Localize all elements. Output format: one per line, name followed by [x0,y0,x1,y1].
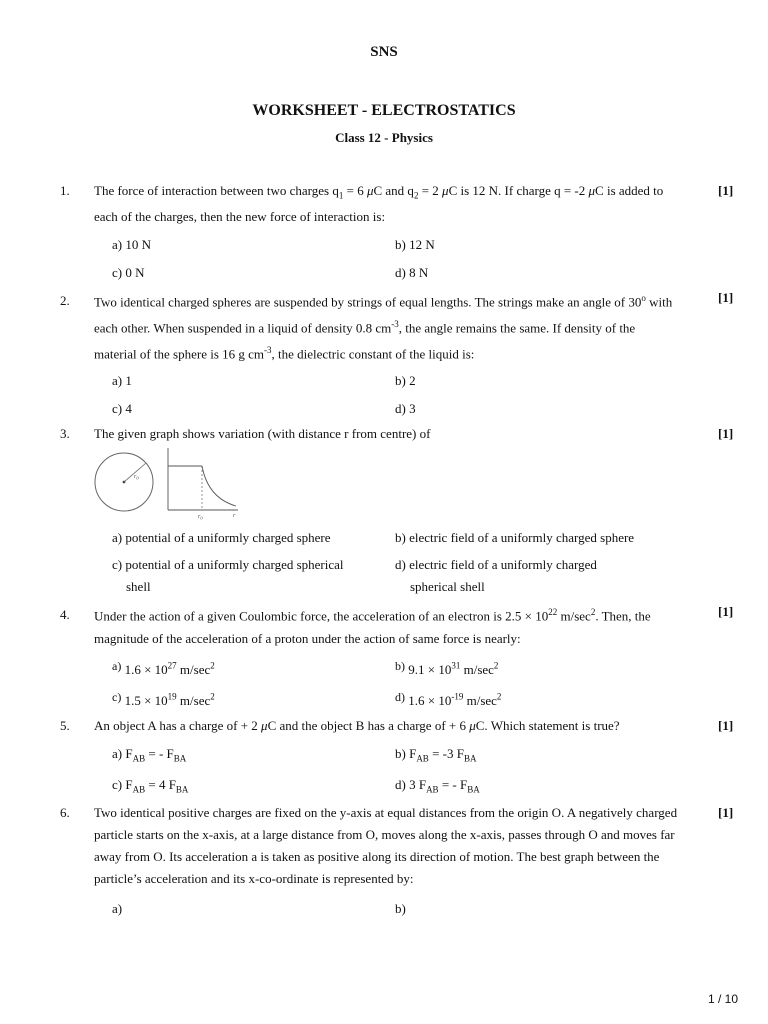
question-number: 2. [60,293,70,308]
option-c-continued: shell [126,579,151,594]
option-b: b) 2 [395,373,416,388]
option-a: a) $F_{AB}$ = - $F_{BA}$ [112,746,187,764]
question-number: 6. [60,805,70,820]
question-text-line: away from O. Its acceleration a is taken as positive along its direction of motion. The best graph between the [94,849,660,864]
question-text-line: Under the action of a given Coulombic force, the acceleration of an electron is $2.5 \times 10^{22}$ $m/\sec^2$. Then, the [94,607,651,624]
question-text-line: An object A has a charge of + 2 μC and the object B has a charge of + 6 μC. Which statement is true? [94,718,620,733]
option-c: c) $F_{AB} = 4$ $F_{BA}$ [112,777,189,795]
option-b: b) electric field of a uniformly charged sphere [395,530,635,545]
graph-decay-curve [202,466,236,506]
option-a: a) potential of a uniformly charged sphere [112,530,331,545]
option-d-continued: spherical shell [410,579,485,594]
question-text-line: Two identical charged spheres are suspended by strings of equal lengths. The strings make an angle of 30$^o$ with [94,293,673,310]
question-text-line: particle’s acceleration and its x-co-ordinate is represented by: [94,871,414,886]
option-d: d) 3 [395,401,416,416]
question-number: 5. [60,718,70,733]
question-mark: [1] [718,183,734,198]
question-text-line: The given graph shows variation (with distance r from centre) of [94,426,431,441]
question-text-line: particle starts on the x-axis, at a large distance from O, moves along the x-axis, passes through O and moves far [94,827,675,842]
question-mark: [1] [718,426,734,441]
option-d: d) electric field of a uniformly charged [395,557,597,572]
option-c: c) 0 N [112,265,145,280]
question-text-line: material of the sphere is 16 g $cm^{-3}$, the dielectric constant of the liquid is: [94,345,475,362]
sphere-graph-figure [94,444,242,520]
option-c: $^{c)}$ $1.5 \times 10^{19}$ $m/\sec^2$ [112,690,215,708]
option-d: $^{d)}$ $1.6 \times 10^{-19}$ $m/\sec^2$ [395,690,502,708]
radius-label: $r_0$ [134,474,139,481]
worksheet-subtitle: Class 12 - Physics [335,130,433,145]
axis-r0-label: $r_0$ [198,514,203,520]
question-mark: [1] [718,290,734,305]
axis-r-label: r [233,513,236,519]
option-b: b) 12 N [395,237,435,252]
option-a: a) [112,901,123,916]
org-name: SNS [370,44,398,60]
option-d: d) 3 $F_{AB}$ = - $F_{BA}$ [395,777,480,795]
question-text-line: Two identical positive charges are fixed on the y-axis at equal distances from the origin O. A negatively charged [94,805,678,820]
question-mark: [1] [718,718,734,733]
page-number: 1 / 10 [708,992,739,1006]
option-b: b) [395,901,406,916]
question-mark: [1] [718,604,734,619]
option-a: a) 10 N [112,237,151,252]
option-a: a) 1 [112,373,132,388]
question-text-line: each of the charges, then the new force of interaction is: [94,209,386,224]
question-number: 3. [60,426,70,441]
question-text-line: The force of interaction between two charges $q_1 = 6$ μC and $q_2 = 2$ μC is 12 N. If charge q = -2 μC is added to [94,183,664,201]
question-text-line: each other. When suspended in a liquid of density 0.8 $cm^{-3}$, the angle remains the same. If density of the [94,319,636,336]
option-b: b) $F_{AB} = -3$ $F_{BA}$ [395,746,477,764]
option-c: c) 4 [112,401,132,416]
question-text-line: magnitude of the acceleration of a proton under the action of same force is nearly: [94,631,521,646]
question-mark: [1] [718,805,734,820]
option-b: $^{b)}$ $9.1 \times 10^{31}$ $m/\sec^2$ [395,659,499,677]
option-a: $^{a)}$ $1.6 \times 10^{27}$ $m/\sec^2$ [112,659,215,677]
worksheet-title: WORKSHEET - ELECTROSTATICS [252,102,516,119]
question-number: 1. [60,183,70,198]
option-d: d) 8 N [395,265,429,280]
option-c: c) potential of a uniformly charged spherical [112,557,344,572]
question-number: 4. [60,607,70,622]
